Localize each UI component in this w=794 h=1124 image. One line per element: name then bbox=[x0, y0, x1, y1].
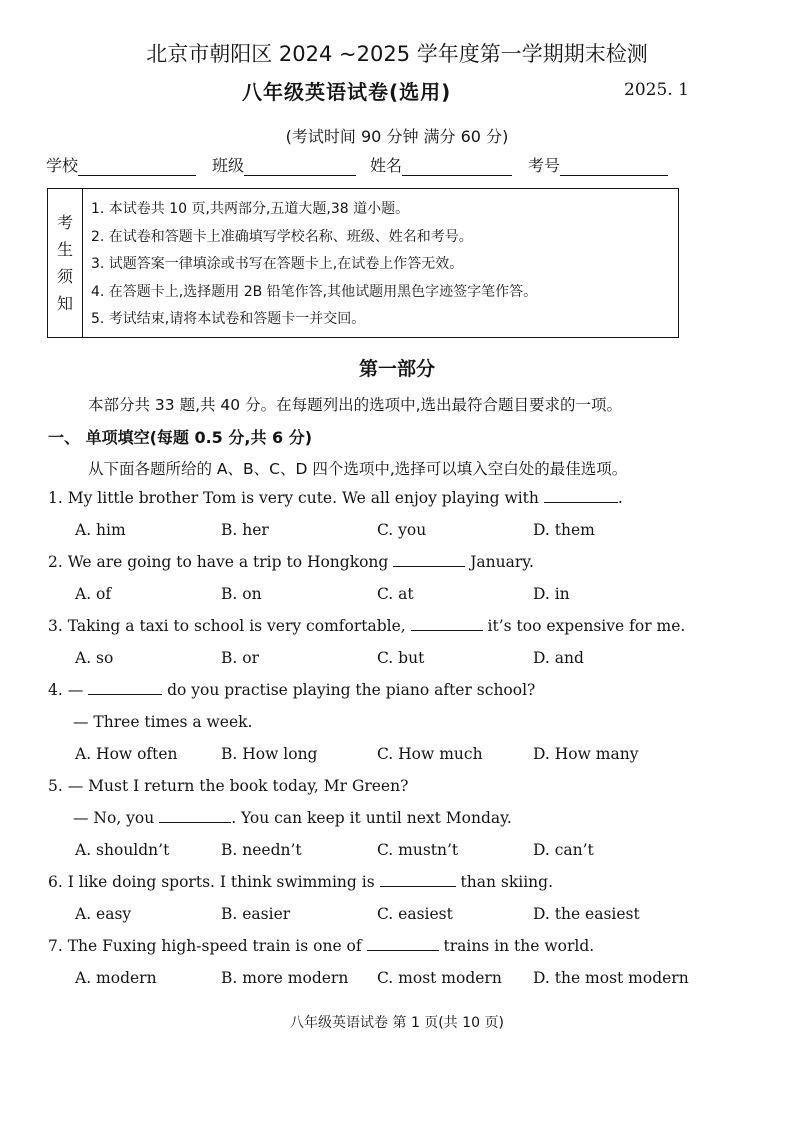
question-stem bbox=[48, 489, 623, 507]
question-stem bbox=[48, 617, 685, 635]
answer-option[interactable]: B. more modern bbox=[221, 969, 349, 987]
class-label: 班级 bbox=[212, 156, 245, 175]
answer-option[interactable]: A. easy bbox=[75, 905, 132, 923]
answer-option[interactable]: B. easier bbox=[221, 905, 291, 923]
exam-number-field[interactable] bbox=[528, 153, 668, 176]
question-stem bbox=[48, 873, 553, 891]
question-number: 6. bbox=[48, 873, 68, 891]
class-field[interactable] bbox=[212, 153, 356, 176]
question-text: January. bbox=[465, 553, 534, 571]
exam-time-info: (考试时间 90 分钟 满分 60 分) bbox=[285, 127, 509, 146]
question-text: The Fuxing high-speed train is one of bbox=[67, 937, 367, 955]
answer-option[interactable]: D. the easiest bbox=[533, 905, 640, 923]
question-text: trains in the world. bbox=[438, 937, 595, 955]
section-instruction: 从下面各题所给的 A、B、C、D 四个选项中,选择可以填入空白处的最佳选项。 bbox=[88, 460, 628, 478]
question-text: Taking a taxi to school is very comfortable, bbox=[67, 617, 411, 635]
notice-heading bbox=[48, 189, 83, 337]
notice-heading-char: 生 bbox=[56, 240, 73, 259]
notice-item: 3. 试题答案一律填涂或书写在答题卡上,在试卷上作答无效。 bbox=[91, 256, 464, 272]
notice-item: 2. 在试卷和答题卡上准确填写学校名称、班级、姓名和考号。 bbox=[91, 228, 473, 245]
question-stem bbox=[48, 553, 534, 571]
question-text: — No, you bbox=[73, 809, 160, 827]
notice-heading-char: 考 bbox=[56, 213, 73, 232]
answer-option[interactable]: D. them bbox=[533, 521, 595, 539]
answer-option[interactable]: A. of bbox=[75, 585, 112, 603]
answer-option[interactable]: D. and bbox=[533, 649, 584, 667]
question-text: We are going to have a trip to Hongkong bbox=[67, 553, 394, 571]
answer-option[interactable]: C. easiest bbox=[377, 905, 453, 923]
question-text: — Three times a week. bbox=[73, 713, 253, 731]
answer-option[interactable]: D. can’t bbox=[533, 841, 594, 859]
class-blank[interactable] bbox=[244, 157, 356, 176]
question-text: — Must I return the book today, Mr Green? bbox=[67, 777, 409, 795]
exam-date: 2025. 1 bbox=[624, 80, 689, 100]
school-label: 学校 bbox=[46, 156, 79, 175]
question-text: than skiing. bbox=[455, 873, 553, 891]
question-stem bbox=[48, 777, 408, 795]
question-text: — bbox=[67, 681, 89, 699]
answer-option[interactable]: A. so bbox=[75, 649, 114, 667]
question-line bbox=[73, 713, 252, 731]
candidate-notice-box bbox=[47, 188, 679, 338]
answer-blank bbox=[544, 490, 618, 503]
question-stem bbox=[48, 681, 535, 699]
answer-option[interactable]: C. you bbox=[377, 521, 427, 539]
question-number: 5. bbox=[48, 777, 68, 795]
question-text: do you practise playing the piano after school? bbox=[162, 681, 536, 699]
notice-heading-char: 须 bbox=[56, 267, 73, 286]
answer-blank bbox=[411, 618, 483, 631]
answer-blank bbox=[159, 810, 231, 823]
question-number: 7. bbox=[48, 937, 68, 955]
answer-option[interactable]: A. modern bbox=[75, 969, 157, 987]
page-footer: 八年级英语试卷 第 1 页(共 10 页) bbox=[290, 1015, 504, 1031]
answer-option[interactable]: A. shouldn’t bbox=[75, 841, 170, 859]
notice-heading-char: 知 bbox=[56, 294, 73, 313]
name-blank[interactable] bbox=[402, 157, 512, 176]
answer-option[interactable]: D. the most modern bbox=[533, 969, 689, 987]
answer-option[interactable]: C. mustn’t bbox=[377, 841, 459, 859]
notice-item: 1. 本试卷共 10 页,共两部分,五道大题,38 道小题。 bbox=[91, 201, 410, 217]
notice-item: 5. 考试结束,请将本试卷和答题卡一并交回。 bbox=[91, 311, 366, 327]
answer-blank bbox=[367, 938, 439, 951]
question-number: 3. bbox=[48, 617, 68, 635]
question-stem bbox=[48, 937, 594, 955]
answer-option[interactable]: B. needn’t bbox=[221, 841, 302, 859]
notice-list bbox=[83, 189, 537, 337]
answer-blank bbox=[88, 682, 162, 695]
school-blank[interactable] bbox=[78, 157, 196, 176]
answer-blank bbox=[393, 554, 465, 567]
exam-number-blank[interactable] bbox=[560, 157, 668, 176]
answer-option[interactable]: C. How much bbox=[377, 745, 483, 763]
student-info-fields bbox=[46, 153, 686, 176]
answer-option[interactable]: C. at bbox=[377, 585, 414, 603]
school-field[interactable] bbox=[46, 153, 196, 176]
question-line bbox=[73, 809, 512, 827]
question-text: My little brother Tom is very cute. We all enjoy playing with bbox=[67, 489, 544, 507]
answer-option[interactable]: D. How many bbox=[533, 745, 639, 763]
answer-option[interactable]: C. but bbox=[377, 649, 425, 667]
exam-title: 北京市朝阳区 2024 ~2025 学年度第一学期期末检测 bbox=[146, 42, 648, 66]
question-text: it’s too expensive for me. bbox=[482, 617, 686, 635]
answer-option[interactable]: D. in bbox=[533, 585, 570, 603]
exam-subtitle: 八年级英语试卷(选用) bbox=[242, 80, 452, 104]
section-title: 一、 单项填空(每题 0.5 分,共 6 分) bbox=[48, 428, 313, 447]
question-text: . bbox=[617, 489, 623, 507]
answer-option[interactable]: B. How long bbox=[221, 745, 318, 763]
answer-option[interactable]: B. on bbox=[221, 585, 262, 603]
notice-item: 4. 在答题卡上,选择题用 2B 铅笔作答,其他试题用黑色字迹签字笔作答。 bbox=[91, 283, 538, 300]
answer-option[interactable]: B. or bbox=[221, 649, 259, 667]
question-number: 2. bbox=[48, 553, 68, 571]
part-intro: 本部分共 33 题,共 40 分。在每题列出的选项中,选出最符合题目要求的一项。 bbox=[88, 396, 623, 414]
answer-option[interactable]: A. How often bbox=[75, 745, 178, 763]
part-title: 第一部分 bbox=[358, 358, 435, 380]
question-number: 4. bbox=[48, 681, 68, 699]
name-field[interactable] bbox=[370, 153, 512, 176]
question-text: I like doing sports. I think swimming is bbox=[67, 873, 380, 891]
answer-option[interactable]: B. her bbox=[221, 521, 269, 539]
exam-number-label: 考号 bbox=[528, 156, 561, 175]
answer-blank bbox=[380, 874, 456, 887]
answer-option[interactable]: A. him bbox=[75, 521, 126, 539]
name-label: 姓名 bbox=[370, 156, 403, 175]
answer-option[interactable]: C. most modern bbox=[377, 969, 502, 987]
question-text: . You can keep it until next Monday. bbox=[231, 809, 512, 827]
question-number: 1. bbox=[48, 489, 68, 507]
